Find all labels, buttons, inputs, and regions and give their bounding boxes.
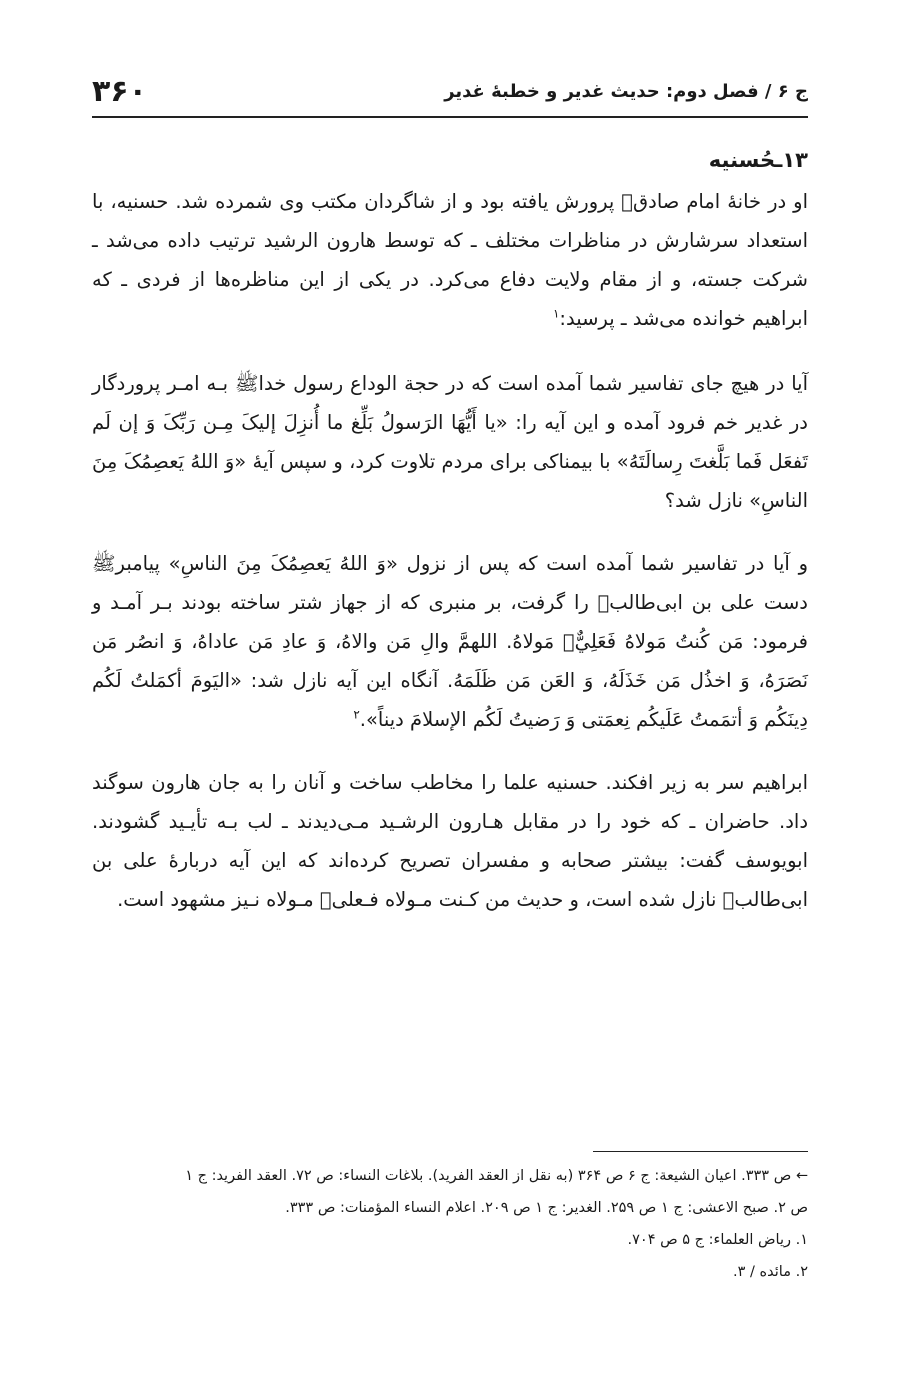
footnote-marker[interactable]: ۱ bbox=[552, 306, 560, 321]
paragraph-text: ابراهيم سر به زير افكند. حسنيه علما را مخاطب ساخت و آنان را به جان هارون سوگند داد. حاضران ـ كه خود را در مقابل هـارون الرشـيد مـى‌ديدند ـ لب بـه تأيـيد گشودند. ابويوسف گفت: بيشتر صحابه و مفسران تصريح كرده‌اند كه اين آيه دربارهٔ على بن ابى‌طالب﷣ نازل شده است، و حديث من كـنت مـولاه فـعلى﷣ مـولاه نـيز مشهود است. bbox=[92, 771, 808, 911]
paragraph bbox=[92, 364, 808, 520]
running-title: ج ۶ / فصل دوم: حديث غدير و خطبهٔ غدير bbox=[444, 80, 808, 102]
page-number: ۳۶۰ bbox=[92, 73, 147, 109]
page-header bbox=[92, 66, 808, 118]
section-heading: ۱۳ـحُسنيه bbox=[708, 148, 808, 172]
paragraph-text: او در خانهٔ امام صادق﷣ پرورش يافته بود و از شاگردان مكتب وى شمرده شد. حسنيه، با استعداد سرشارش در مناظرات مختلف ـ كه توسط هارون الرشيد ترتيب داده مى‌شد ـ شركت جسته، و از مقام ولايت دفاع مى‌كرد. در يكى از اين مناظره‌ها از فردى ـ كه ابراهيم خوانده مى‌شد ـ پرسيد: bbox=[92, 190, 808, 330]
footnote-line: ۲. مائده / ۳. bbox=[733, 1264, 808, 1280]
footnote-marker[interactable]: ۲ bbox=[353, 707, 360, 722]
footnote-line: ص ۲. صبح الاعشى: ج ۱ ص ۲۵۹. الغدير: ج ۱ ص ۲۰۹. اعلام النساء المؤمنات: ص ۳۳۳. bbox=[285, 1200, 808, 1216]
paragraph-text: آيا در هيچ جاى تفاسير شما آمده است كه در حجة الوداع رسول خداﷺ بـه امـر پروردگار در غدير خم فرود آمده و اين آيه را: «يا أَيُّهَا الرَسولُ بَلِّغ ما أُنزِلَ إليکَ مِـن رَبِّکَ وَ إن لَم تَفعَل فَما بَلَّغتَ رِسالَتَهُ» با بيمناكى براى مردم تلاوت كرد، و سپس آيهٔ «وَ اللهُ يَعصِمُکَ مِنَ الناسِ» نازل شد؟ bbox=[92, 372, 808, 512]
paragraph bbox=[92, 182, 808, 338]
paragraph bbox=[92, 763, 808, 919]
footnote-line: ← ص ۳۳۳. اعيان الشيعة: ج ۶ ص ۳۶۴ (به نقل از العقد الفريد). بلاغات النساء: ص ۷۲. العقد الفريد: ج ۱ bbox=[185, 1168, 808, 1184]
paragraph-text: و آيا در تفاسير شما آمده است كه پس از نزول «وَ اللهُ يَعصِمُکَ مِنَ الناسِ» پيامبرﷺ دست على بن ابى‌طالب﷣ را گرفت، بر منبرى كه از جهاز شتر ساخته بودند بـر آمـد و فرمود: مَن كُنتُ مَولاهُ فَعَلِيٌّ﷣ مَولاهُ. اللهمَّ والِ مَن والاهُ، وَ عادِ مَن عاداهُ، وَ انصُر مَن نَصَرَهُ، وَ اخذُل مَن خَذَلَهُ، وَ العَن مَن ظَلَمَهُ. آنگاه اين آيه نازل شد: «اليَومَ أكمَلتُ لَكُم دِينَكُم وَ أتمَمتُ عَلَيكُم نِعمَتى وَ رَضيتُ لَكُم الإسلامَ ديناً». bbox=[92, 552, 808, 731]
main-text bbox=[92, 140, 808, 943]
footnote-line: ۱. رياض العلماء: ج ۵ ص ۷۰۴. bbox=[627, 1232, 808, 1248]
footnotes bbox=[92, 1160, 808, 1288]
footnote-divider bbox=[593, 1151, 808, 1152]
paragraph bbox=[92, 544, 808, 739]
